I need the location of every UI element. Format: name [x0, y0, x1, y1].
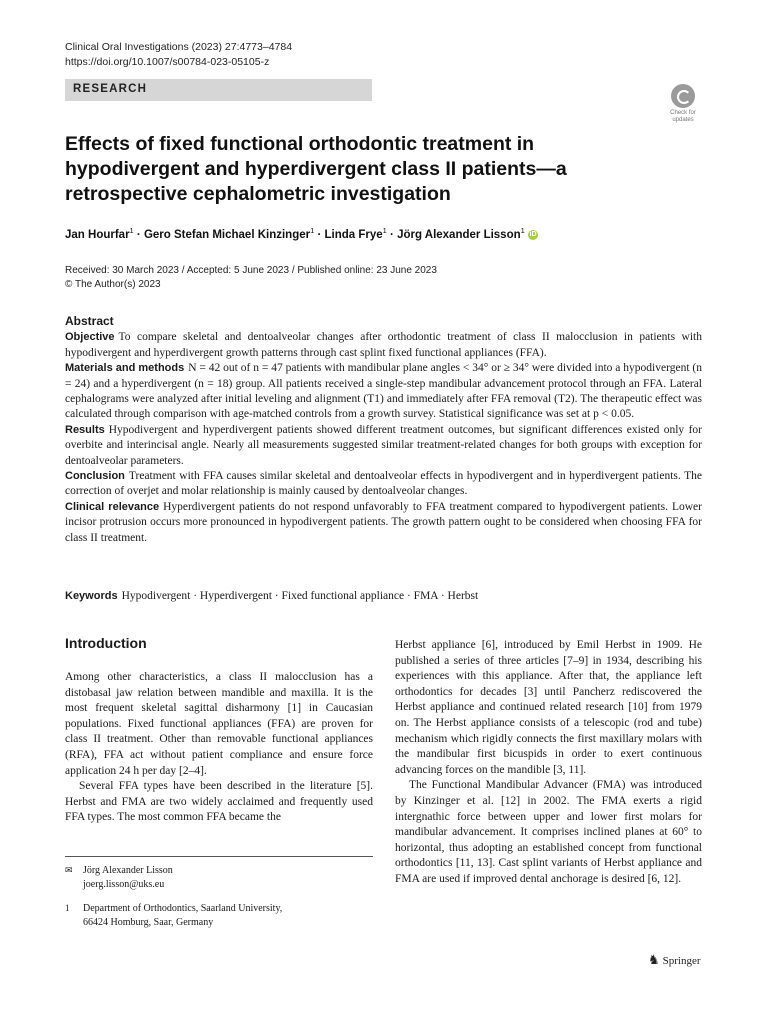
author-name[interactable]: Jörg Alexander Lisson	[397, 228, 521, 241]
abstract-section-conclusion	[65, 469, 702, 500]
check-updates-icon	[671, 84, 695, 108]
affiliation-mark: 1	[520, 226, 525, 235]
abstract-label: Conclusion	[65, 470, 125, 483]
corresponding-author-footnote	[65, 864, 373, 891]
keywords	[65, 590, 702, 602]
affiliation-line: Department of Orthodontics, Saarland University,	[83, 903, 283, 914]
author-list: Jan Hourfar$^1$ · Gero Stefan Michael Kinzinger$^1$ · Linda Frye$^1$ · Jörg Alexander Lisson$^1$ iD	[65, 226, 537, 241]
publisher-name: Springer	[662, 955, 701, 967]
springer-horse-icon: ♞	[648, 952, 660, 967]
journal-citation: Clinical Oral Investigations (2023) 27:4773–4784	[65, 41, 293, 53]
affiliation-footnote	[65, 902, 373, 929]
abstract-label: Clinical relevance	[65, 500, 160, 513]
affiliation-line: 66424 Homburg, Saar, Germany	[83, 916, 214, 928]
corresponding-author-email[interactable]: joerg.lisson@uks.eu	[83, 878, 165, 890]
affiliation-number: 1	[65, 903, 70, 913]
publisher-logo	[648, 952, 701, 968]
footnote-divider	[65, 856, 373, 857]
author-name[interactable]: Gero Stefan Michael Kinzinger	[143, 228, 311, 241]
keywords-label: Keywords	[65, 590, 118, 602]
abstract-section-results	[65, 423, 702, 469]
body-paragraph: The Functional Mandibular Advancer (FMA) was introduced by Kinzinger et al. [12] in 2002. The FMA exerts a rigid intergnathic force between upper and lower first molars for mandibular advancement. It comprises inclined planes at 60° to horizontal, thus adopting an established concept from functional orthodontics [11, 13]. Cast splint variants of Herbst appliance and FMA are used if improved dental anchorage is desired [6, 12].	[395, 779, 702, 885]
abstract-section-clinical-relevance	[65, 500, 702, 546]
abstract-text: Hypodivergent and hyperdivergent patients showed different treatment outcomes, but significant differences existed only for overbite and interincisal angle. Nearly all measurements suggested similar treatment-related changes for both groups with exception for dentoalveolar parameters.	[65, 423, 702, 467]
affiliation-mark: 1	[129, 226, 134, 235]
history-dates: Received: 30 March 2023 / Accepted: 5 June 2023 / Published online: 23 June 2023	[65, 265, 437, 276]
section-label-bar	[65, 79, 372, 101]
abstract-text: Hyperdivergent patients do not respond unfavorably to FFA treatment compared to hypodivergent patients. Lower incisor protrusion occurs more pronounced in hypodivergent patients. The growth pattern ought to be considered when choosing FFA for class II treatment.	[65, 500, 702, 544]
body-paragraph: Among other characteristics, a class II malocclusion has a distobasal jaw relation between mandible and maxilla. It is the most frequent skeletal sagittal disharmony [1] in Caucasian populations. Fixed functional appliances (FFA) are proven for class II treatment. Other than removable functional appliances (RFA), FFA act without patient compliance and ensure force application 24 h per day [2–4].	[65, 671, 373, 777]
abstract-label: Materials and methods	[65, 362, 185, 375]
check-updates-label: Check for updates	[670, 110, 696, 123]
author-name[interactable]: Jan Hourfar	[65, 228, 130, 241]
publication-dates	[65, 264, 437, 291]
orcid-icon[interactable]: iD	[529, 230, 537, 238]
abstract-text: To compare skeletal and dentoalveolar changes after orthodontic treatment of class II malocclusion in patients with hypodivergent and hyperdivergent growth patterns through cast splint fixed functional appliances (FFA).	[65, 331, 702, 359]
check-for-updates-badge[interactable]	[664, 84, 702, 124]
affiliation-mark: 1	[310, 226, 315, 235]
abstract-section-methods	[65, 361, 702, 423]
corresponding-author-name: Jörg Alexander Lisson	[83, 865, 173, 876]
abstract-text: N = 42 out of n = 47 patients with mandibular plane angles < 34° or ≥ 34° were divided into a hypodivergent (n = 24) and a hyperdivergent (n = 18) group. All patients received a single-step mandibular advancement protocol through an FFA. Lateral cephalograms were analyzed after initial leveling and alignment (T1) and immediately after FFA removal (T2). The therapeutic effect was calculated through comparison with age-matched controls from a growth survey. Statistical significance was set at p < 0.05.	[65, 362, 702, 421]
article-title: Effects of fixed functional orthodontic treatment in hypodivergent and hyperdivergent class II patients—a retrospective cephalometric investigation	[65, 133, 567, 205]
body-column-left	[65, 670, 373, 826]
envelope-icon: ✉	[65, 865, 73, 875]
abstract-label: Objective	[65, 331, 115, 344]
section-label: RESEARCH	[73, 83, 148, 95]
abstract-section-objective	[65, 330, 702, 361]
journal-header	[65, 40, 292, 70]
body-paragraph: Herbst appliance [6], introduced by Emil Herbst in 1909. He published a series of three articles [7–9] in 1934, describing his experiences with this appliance. After that, the appliance left orthodontics for decades [3] until Pancherz rediscovered the Herbst appliance and continued related research [10] from 1979 on. The Herbst appliance consists of a telescopic (rod and tube) mechanism which rigidly connects the first maxillary molars with the mandibular first bicuspids in order to exert continuous advancing forces on the mandible [3, 11].	[395, 639, 702, 776]
introduction-heading: Introduction	[65, 635, 147, 651]
body-paragraph: Several FFA types have been described in the literature [5]. Herbst and FMA are two widely acclaimed and frequently used FFA types. The most common FFA became the	[65, 780, 373, 824]
abstract	[65, 314, 702, 546]
body-column-right	[395, 638, 702, 888]
abstract-heading: Abstract	[65, 314, 114, 328]
abstract-text: Treatment with FFA causes similar skeletal and dentoalveolar effects in hypodivergent and in hyperdivergent patients. The correction of overjet and molar relationship is mainly caused by dentoalveolar changes.	[65, 470, 702, 498]
author-name[interactable]: Linda Frye	[324, 228, 383, 241]
keywords-text: Hypodivergent · Hyperdivergent · Fixed functional appliance · FMA · Herbst	[121, 590, 479, 602]
copyright-line: © The Author(s) 2023	[65, 278, 161, 290]
doi-link[interactable]: https://doi.org/10.1007/s00784-023-05105-z	[65, 56, 270, 68]
affiliation-mark: 1	[382, 226, 387, 235]
abstract-label: Results	[65, 423, 105, 436]
